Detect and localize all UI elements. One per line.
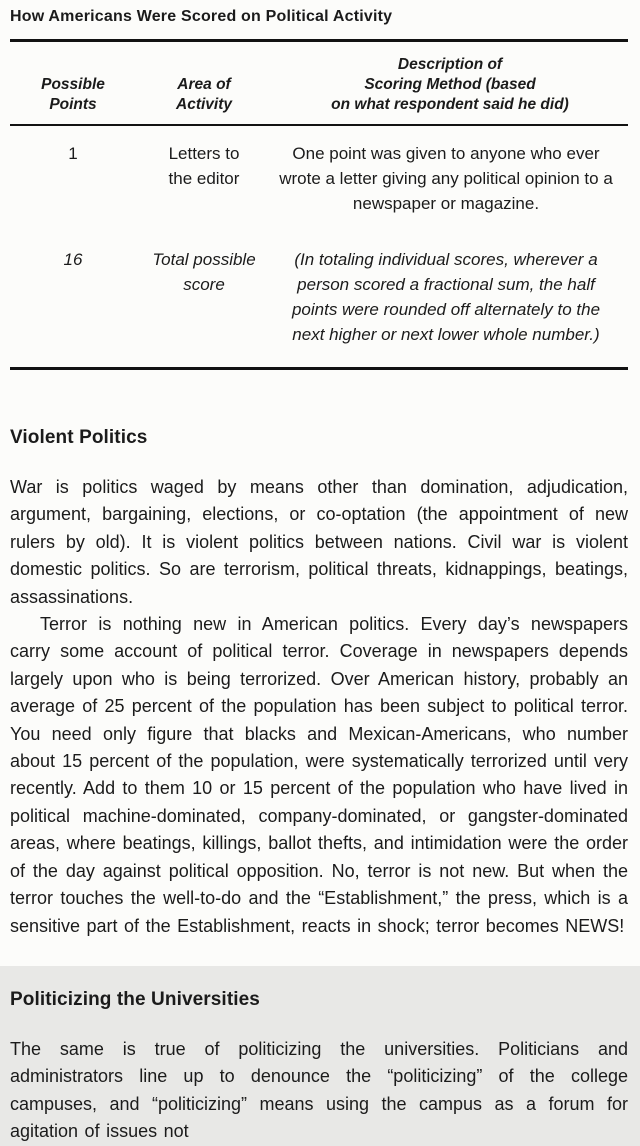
cell-area-line: Letters to bbox=[168, 144, 240, 163]
column-header-line: on what respondent said he did) bbox=[331, 96, 569, 113]
scoring-table bbox=[10, 39, 628, 370]
table-bottom-pad bbox=[10, 355, 628, 367]
column-header-area-of-activity bbox=[136, 75, 272, 115]
table-row bbox=[10, 126, 628, 224]
column-header-line: Area of bbox=[177, 76, 231, 93]
table-title: How Americans Were Scored on Political Activity bbox=[10, 8, 393, 25]
column-header-possible-points bbox=[10, 75, 136, 115]
section-violent-politics bbox=[10, 427, 628, 940]
table-row bbox=[10, 232, 628, 355]
cell-points: 1 bbox=[68, 144, 78, 163]
table-header-row bbox=[10, 42, 628, 124]
cell-area-line: Total possible bbox=[152, 250, 256, 269]
cell-area-of-activity bbox=[136, 141, 272, 216]
column-header-line: Activity bbox=[176, 96, 232, 113]
section-heading: Politicizing the Universities bbox=[10, 988, 260, 1010]
cell-area-line: the editor bbox=[168, 169, 240, 188]
column-header-description bbox=[272, 55, 628, 115]
paragraph: War is politics waged by means other than domination, adjudication, argument, bargaining, elections, or co-optation (the appointment of new rulers by old). It is violent politics between nations. Civil war is violent domestic politics. So are terrorism, political threats, kidnappings, beatings, assassinations. bbox=[10, 477, 628, 607]
table-bottom-rule bbox=[10, 367, 628, 370]
cell-area-of-activity bbox=[136, 247, 272, 347]
cell-area-line: score bbox=[183, 275, 225, 294]
cell-points: 16 bbox=[63, 250, 83, 269]
cell-description: One point was given to anyone who ever wrote a letter giving any political opinion to a newspaper or magazine. bbox=[279, 144, 613, 213]
column-header-line: Description of bbox=[397, 56, 503, 73]
section-heading: Violent Politics bbox=[10, 427, 148, 448]
paragraph: Terror is nothing new in American politics. Every day’s newspapers carry some account of political terror. Coverage in newspapers depends largely upon who is being terrorized. Over American history, probably an average of 25 percent of the population has been subject to political terror. You need only figure that blacks and Mexican-Americans, who number about 15 percent of the population, were systematically terrorized until very recently. Add to them 10 or 15 percent of the population who have lived in political machine-dominated, company-dominated, or gangster-dominated areas, where beatings, killings, ballot thefts, and intimidation were the order of the day against political opposition. No, terror is not new. But when the terror touches the well-to-do and the “Establishment,” the press, which is a sensitive part of the Establishment, reacts in shock; terror becomes NEWS! bbox=[10, 614, 628, 936]
row-gap bbox=[10, 224, 628, 232]
column-header-line: Points bbox=[49, 96, 97, 113]
column-header-line: Possible bbox=[41, 76, 105, 93]
column-header-line: Scoring Method (based bbox=[364, 76, 536, 93]
cell-description: (In totaling individual scores, wherever a person scored a fractional sum, the half points were rounded off alternately to the next higher or next lower whole number.) bbox=[291, 250, 601, 344]
section-politicizing-universities bbox=[10, 989, 628, 1146]
paragraph: The same is true of politicizing the universities. Politicians and administrators line up to denounce the “politicizing” of the college campuses, and “politicizing” means using the campus as a forum for agitation of issues not bbox=[10, 1038, 628, 1142]
